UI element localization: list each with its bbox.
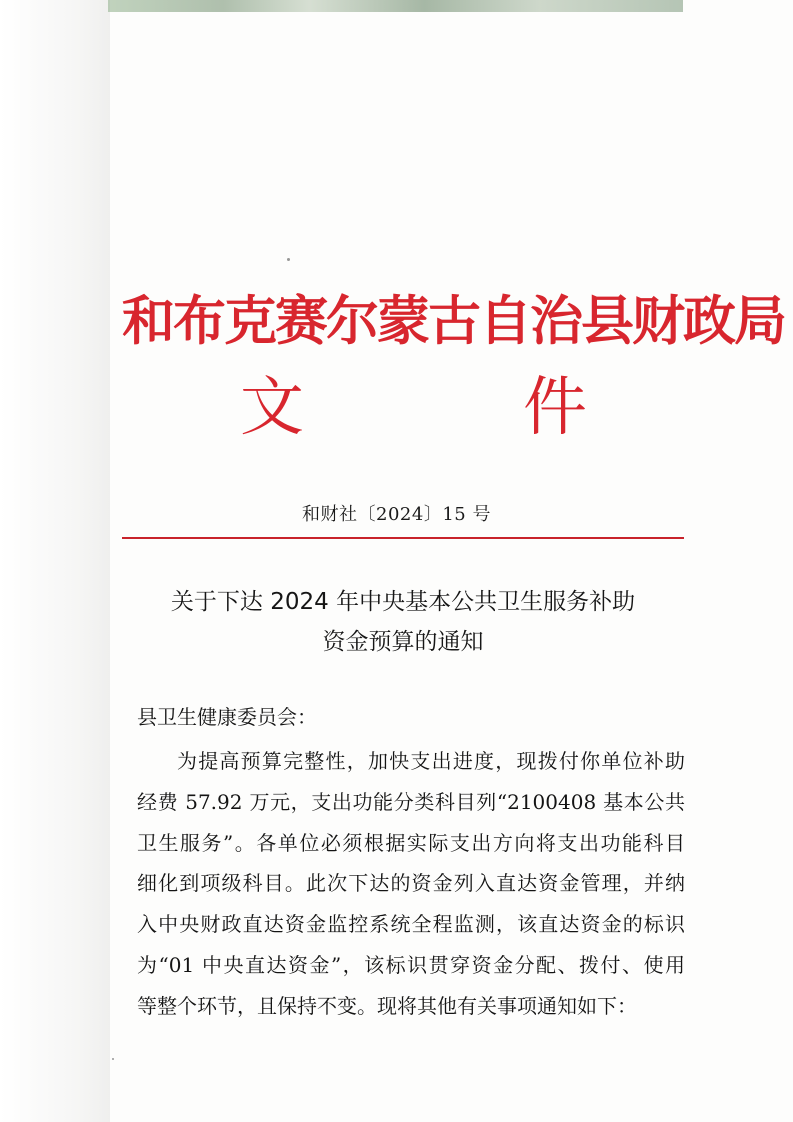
notice-title-line-1: 关于下达 2024 年中央基本公共卫生服务补助 (170, 589, 636, 615)
scan-speck (112, 1058, 114, 1060)
body-line: 入中央财政直达资金监控系统全程监测，该直达资金的标识 (137, 912, 685, 937)
body-line: 等整个环节，且保持不变。现将其他有关事项通知如下： (137, 993, 637, 1018)
body-line: 为“01 中央直达资金”，该标识贯穿资金分配、拨付、使用 (137, 952, 685, 977)
scan-speck (287, 258, 290, 261)
header-wen-char: 文 (240, 371, 304, 445)
body-line: 细化到项级科目。此次下达的资金列入直达资金管理，并纳 (137, 871, 685, 896)
notice-title (122, 582, 684, 662)
document-number: 和财社〔2024〕15 号 (302, 504, 491, 525)
recipient-salutation: 县卫生健康委员会： (137, 705, 317, 729)
page-edge-shadow (0, 0, 110, 1122)
red-separator-line (122, 537, 684, 539)
body-line: 卫生服务”。各单位必须根据实际支出方向将支出功能科目 (137, 830, 685, 855)
body-line: 为提高预算完整性，加快支出进度，现拨付你单位补助 (177, 749, 685, 773)
body-line: 经费 57.92 万元，支出功能分类科目列“2100408 基本公共 (137, 789, 685, 814)
body-paragraph (137, 741, 685, 1027)
notice-title-line-2: 资金预算的通知 (322, 629, 484, 655)
header-jian-char: 件 (523, 371, 587, 445)
cover-strip (108, 0, 683, 12)
issuing-agency-header: 和布克赛尔蒙古自治县财政局 (122, 291, 785, 352)
